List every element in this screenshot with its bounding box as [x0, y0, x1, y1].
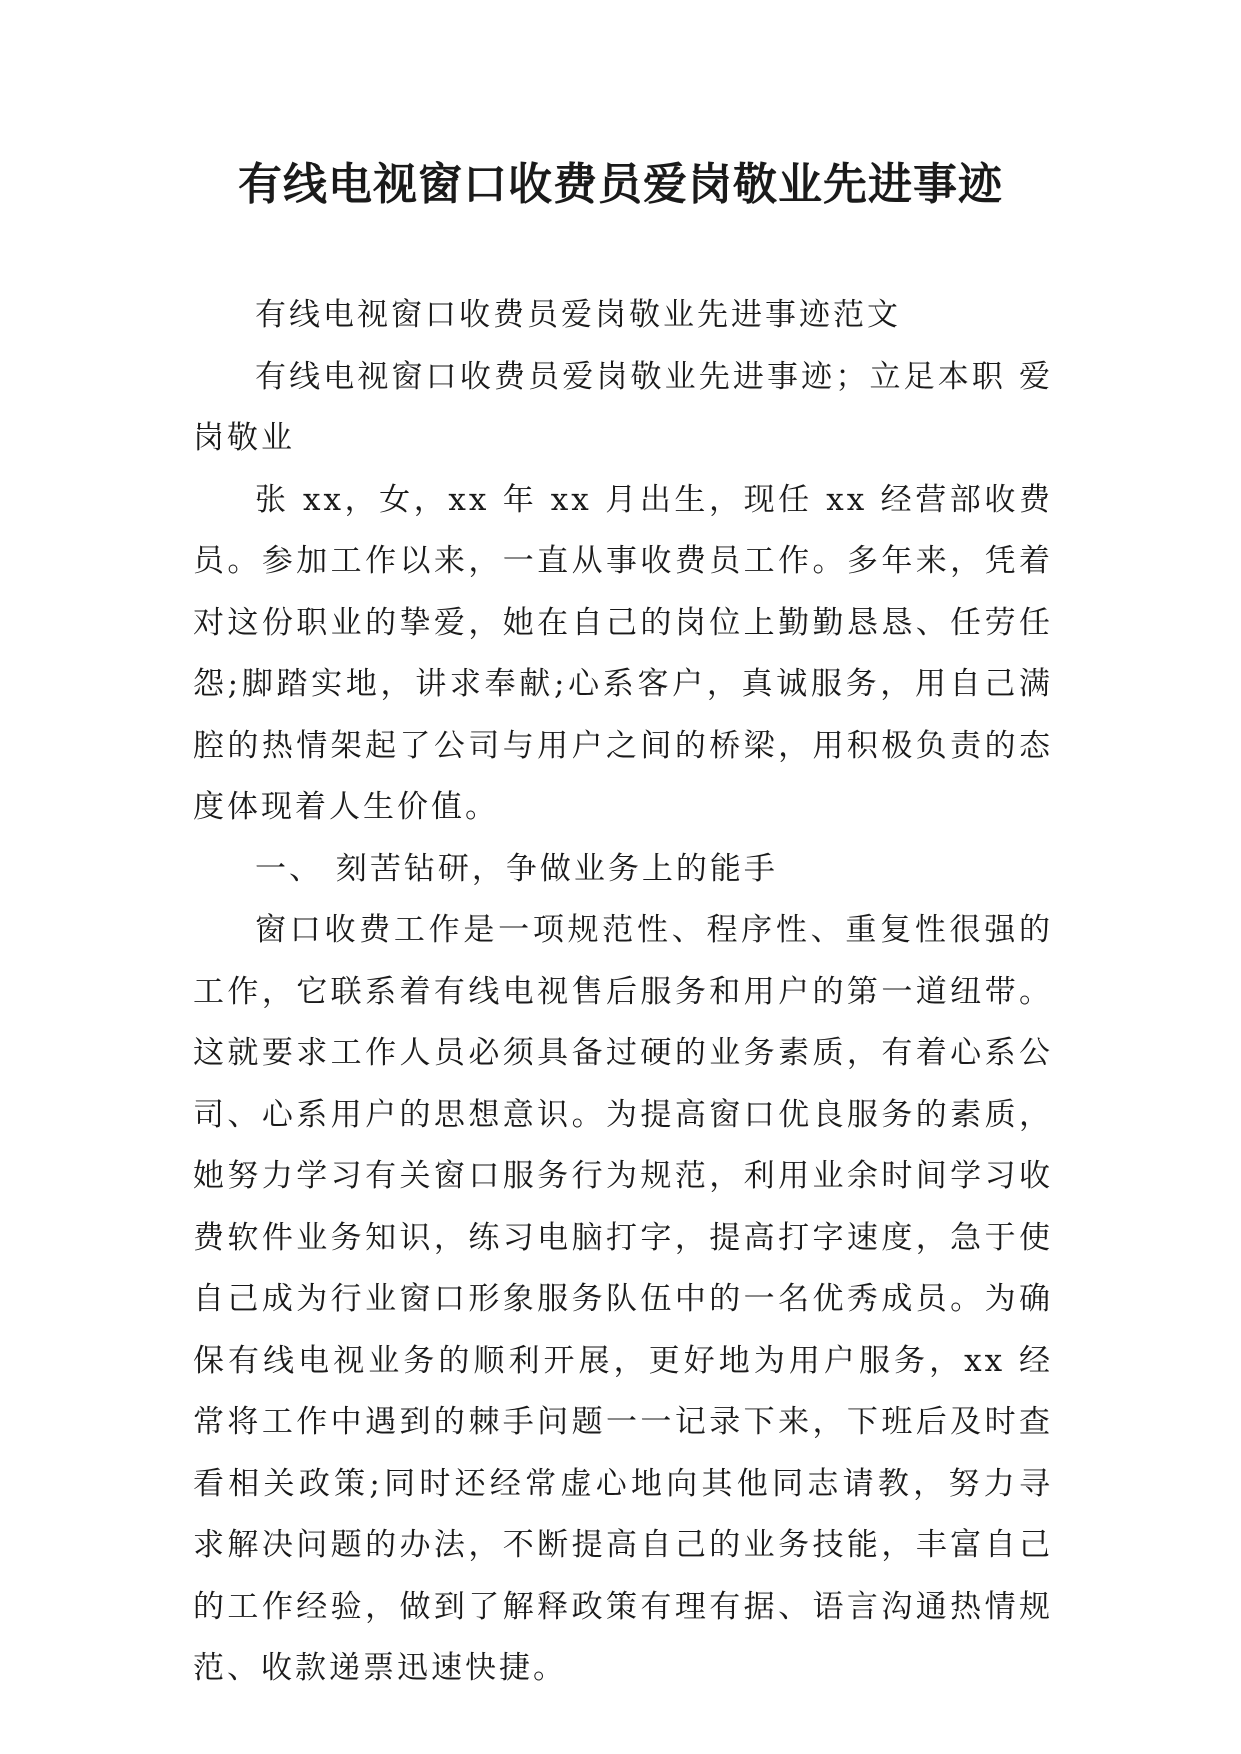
document-title: 有线电视窗口收费员爱岗敬业先进事迹	[238, 159, 1003, 210]
paragraph-heading: 有线电视窗口收费员爱岗敬业先进事迹；立足本职 爱岗敬业	[193, 358, 1053, 456]
section-heading-1: 一、 刻苦钻研，争做业务上的能手	[255, 850, 778, 887]
paragraph-subtitle: 有线电视窗口收费员爱岗敬业先进事迹范文	[255, 297, 901, 333]
paragraph-section-1: 窗口收费工作是一项规范性、程序性、重复性很强的工作，它联系着有线电视售后服务和用户的第一道纽带。这就要求工作人员必须具备过硬的业务素质，有着心系公司、心系用户的思想意识。为提高窗口优良服务的素质，她努力学习有关窗口服务行为规范，利用业余时间学习收费软件业务知识，练习电脑打字，提高打字速度，急于使自己成为行业窗口形象服务队伍中的一名优秀成员。为确保有线电视业务的顺利开展，更好地为用户服务，xx 经常将工作中遇到的棘手问题一一记录下来，下班后及时查看相关政策;同时还经常虚心地向其他同志请教，努力寻求解决问题的办法，不断提高自己的业务技能，丰富自己的工作经验，做到了解释政策有理有据、语言沟通热情规范、收款递票迅速快捷。	[193, 912, 1053, 1686]
document-body	[193, 285, 1053, 1700]
paragraph-intro: 张 xx，女，xx 年 xx 月出生，现任 xx 经营部收费员。参加工作以来，一直从事收费员工作。多年来，凭着对这份职业的挚爱，她在自己的岗位上勤勤恳恳、任劳任怨;脚踏实地，讲求奉献;心系客户，真诚服务，用自己满腔的热情架起了公司与用户之间的桥梁，用积极负责的态度体现着人生价值。	[193, 481, 1053, 825]
